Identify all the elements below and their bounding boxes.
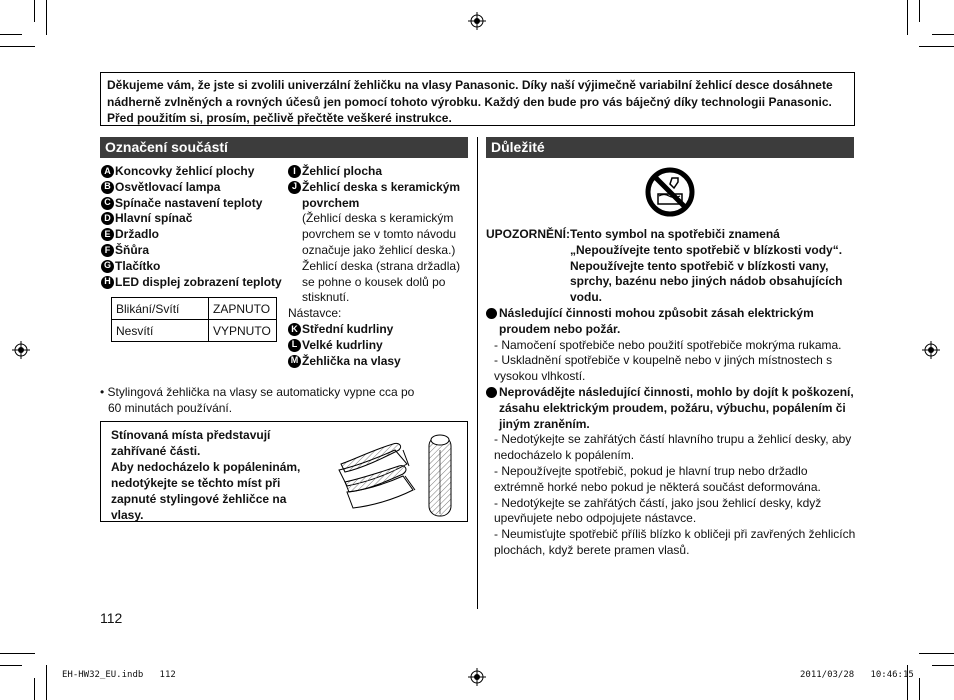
- list-item: - Nedotýkejte se zahřátých částí hlavního trupu a žehlicí desky, aby nedocházelo k popálením.: [494, 432, 852, 463]
- list-item: - Namočení spotřebiče nebo použití spotřebiče mokrýma rukama.: [494, 337, 842, 352]
- note-line: Žehlicí deska (strana držadla): [302, 258, 461, 273]
- rule-heading: Neprovádějte následující činnosti, mohlo by dojít k poškození, zásahu elektrickým proudem, požáru, výbuchu, popálením či jiným zraněním.: [486, 385, 858, 432]
- list-item: E Držadlo: [101, 227, 291, 243]
- list-item: C Spínače nastavení teploty: [101, 196, 291, 212]
- crop-mark: [46, 665, 47, 700]
- list-item-continuation: povrchem: [302, 195, 360, 210]
- letter-badge: G: [101, 260, 114, 273]
- list-item: M Žehlička na vlasy: [288, 354, 468, 370]
- crop-mark: [919, 46, 954, 47]
- table-row: [112, 298, 277, 320]
- list-item: L Velké kudrliny: [288, 338, 468, 354]
- table-cell: VYPNUTO: [209, 320, 277, 342]
- crop-mark: [0, 665, 22, 666]
- crop-mark: [932, 665, 954, 666]
- note-line: povrchem se v tomto návodu: [302, 227, 457, 242]
- letter-badge: E: [101, 228, 114, 241]
- list-item: F Šňůra: [101, 243, 291, 259]
- crop-mark: [919, 0, 920, 22]
- warning-text: Stínovaná místa představují zahřívané části. Aby nedocházelo k popáleninám, nedotýkejte se těchto míst při zapnuté stylingové žehličce na vlasy.: [111, 428, 301, 522]
- note-line: se pohne o kousek dolů po: [302, 274, 446, 289]
- caution-label: UPOZORNĚNÍ:: [486, 227, 570, 241]
- note-line: označuje jako žehlicí deska.): [302, 242, 456, 257]
- letter-badge: M: [288, 355, 301, 368]
- bullet-dot-icon: [486, 308, 497, 319]
- footer-file-info: EH-HW32_EU.indb 112: [62, 670, 176, 680]
- list-item: J Žehlicí deska s keramickým: [288, 180, 468, 196]
- list-item: B Osvětlovací lampa: [101, 180, 291, 196]
- bullet-dot-icon: [486, 387, 497, 398]
- table-cell: ZAPNUTO: [209, 298, 277, 320]
- list-item: A Koncovky žehlicí plochy: [101, 164, 291, 180]
- letter-badge: H: [101, 276, 114, 289]
- footer-timestamp: 2011/03/28 10:46:15: [800, 670, 914, 680]
- hair-iron-illustration-icon: [333, 430, 465, 518]
- letter-badge: F: [101, 244, 114, 257]
- crop-mark: [919, 653, 954, 654]
- list-item: - Nedotýkejte se zahřátých částí, jako jsou žehlicí desky, když upevňujete nebo odpojujete nástavce.: [494, 495, 822, 526]
- letter-badge: L: [288, 339, 301, 352]
- section-title-important: Důležité: [486, 137, 854, 158]
- registration-mark-icon: [12, 341, 30, 359]
- hot-parts-warning-box: [100, 421, 468, 522]
- letter-badge: C: [101, 197, 114, 210]
- table-row: [112, 320, 277, 342]
- crop-mark: [0, 46, 35, 47]
- crop-mark: [0, 34, 22, 35]
- letter-badge: K: [288, 323, 301, 336]
- list-item: H LED displej zobrazení teploty: [101, 275, 291, 291]
- note-line: stisknutí.: [302, 290, 350, 305]
- note-line: (Žehlicí deska s keramickým: [302, 211, 454, 226]
- registration-mark-icon: [468, 12, 486, 30]
- no-water-symbol-icon: [644, 166, 696, 218]
- column-divider: [477, 137, 478, 609]
- safety-rules: [486, 306, 858, 559]
- crop-mark: [0, 653, 35, 654]
- caution-block: UPOZORNĚNÍ:Tento symbol na spotřebiči znamená „Nepoužívejte tento spotřebič v blízkosti vody“. Nepoužívejte tento spotřebič v blízkosti vany, sprchy, bazénu nebo jiných nádob obsahujících vodu.: [486, 227, 843, 305]
- list-item: I Žehlicí plocha: [288, 164, 468, 180]
- registration-mark-icon: [922, 341, 940, 359]
- letter-badge: D: [101, 212, 114, 225]
- list-item: K Střední kudrliny: [288, 322, 468, 338]
- page-number: 112: [100, 610, 123, 626]
- list-item: - Uskladnění spotřebiče v koupelně nebo v jiných místnostech s vysokou vlhkostí.: [494, 353, 833, 384]
- led-status-table: [111, 297, 277, 342]
- list-item: - Nepoužívejte spotřebič, pokud je hlavní trup nebo držadlo extrémně horké nebo pokud je některá součást deformována.: [494, 463, 821, 494]
- parts-list-left: [101, 164, 291, 290]
- letter-badge: J: [288, 181, 301, 194]
- list-item: G Tlačítko: [101, 259, 291, 275]
- intro-box: Děkujeme vám, že jste si zvolili univerzální žehličku na vlasy Panasonic. Díky naší výjimečně variabilní žehlicí desce dosáhnete nádherně zvlněných a rovných účesů jen pomocí tohoto výrobku. Každý den bude pro vás báječný díky technologii Panasonic. Před použitím si, prosím, pečlivě přečtěte veškeré instrukce.: [100, 72, 855, 126]
- crop-mark: [919, 678, 920, 700]
- list-item: - Neumisťujte spotřebič příliš blízko k obličeji při zavřených žehlicích plochách, když berete pramen vlasů.: [494, 527, 856, 557]
- table-cell: Nesvítí: [112, 320, 209, 342]
- parts-list-right: [288, 164, 468, 369]
- registration-mark-icon: [468, 668, 486, 686]
- auto-off-note: • Stylingová žehlička na vlasy se automaticky vypne cca po 60 minutách používání.: [100, 385, 415, 415]
- list-item: D Hlavní spínač: [101, 211, 291, 227]
- crop-mark: [46, 0, 47, 35]
- letter-badge: A: [101, 165, 114, 178]
- crop-mark: [34, 678, 35, 700]
- crop-mark: [932, 34, 954, 35]
- letter-badge: I: [288, 165, 301, 178]
- section-title-parts: Označení součástí: [100, 137, 468, 158]
- crop-mark: [907, 0, 908, 35]
- letter-badge: B: [101, 181, 114, 194]
- rule-heading: Následující činnosti mohou způsobit zásah elektrickým proudem nebo požár.: [486, 306, 858, 338]
- table-cell: Blikání/Svítí: [112, 298, 209, 320]
- crop-mark: [34, 0, 35, 22]
- attachments-label: Nástavce:: [288, 306, 342, 321]
